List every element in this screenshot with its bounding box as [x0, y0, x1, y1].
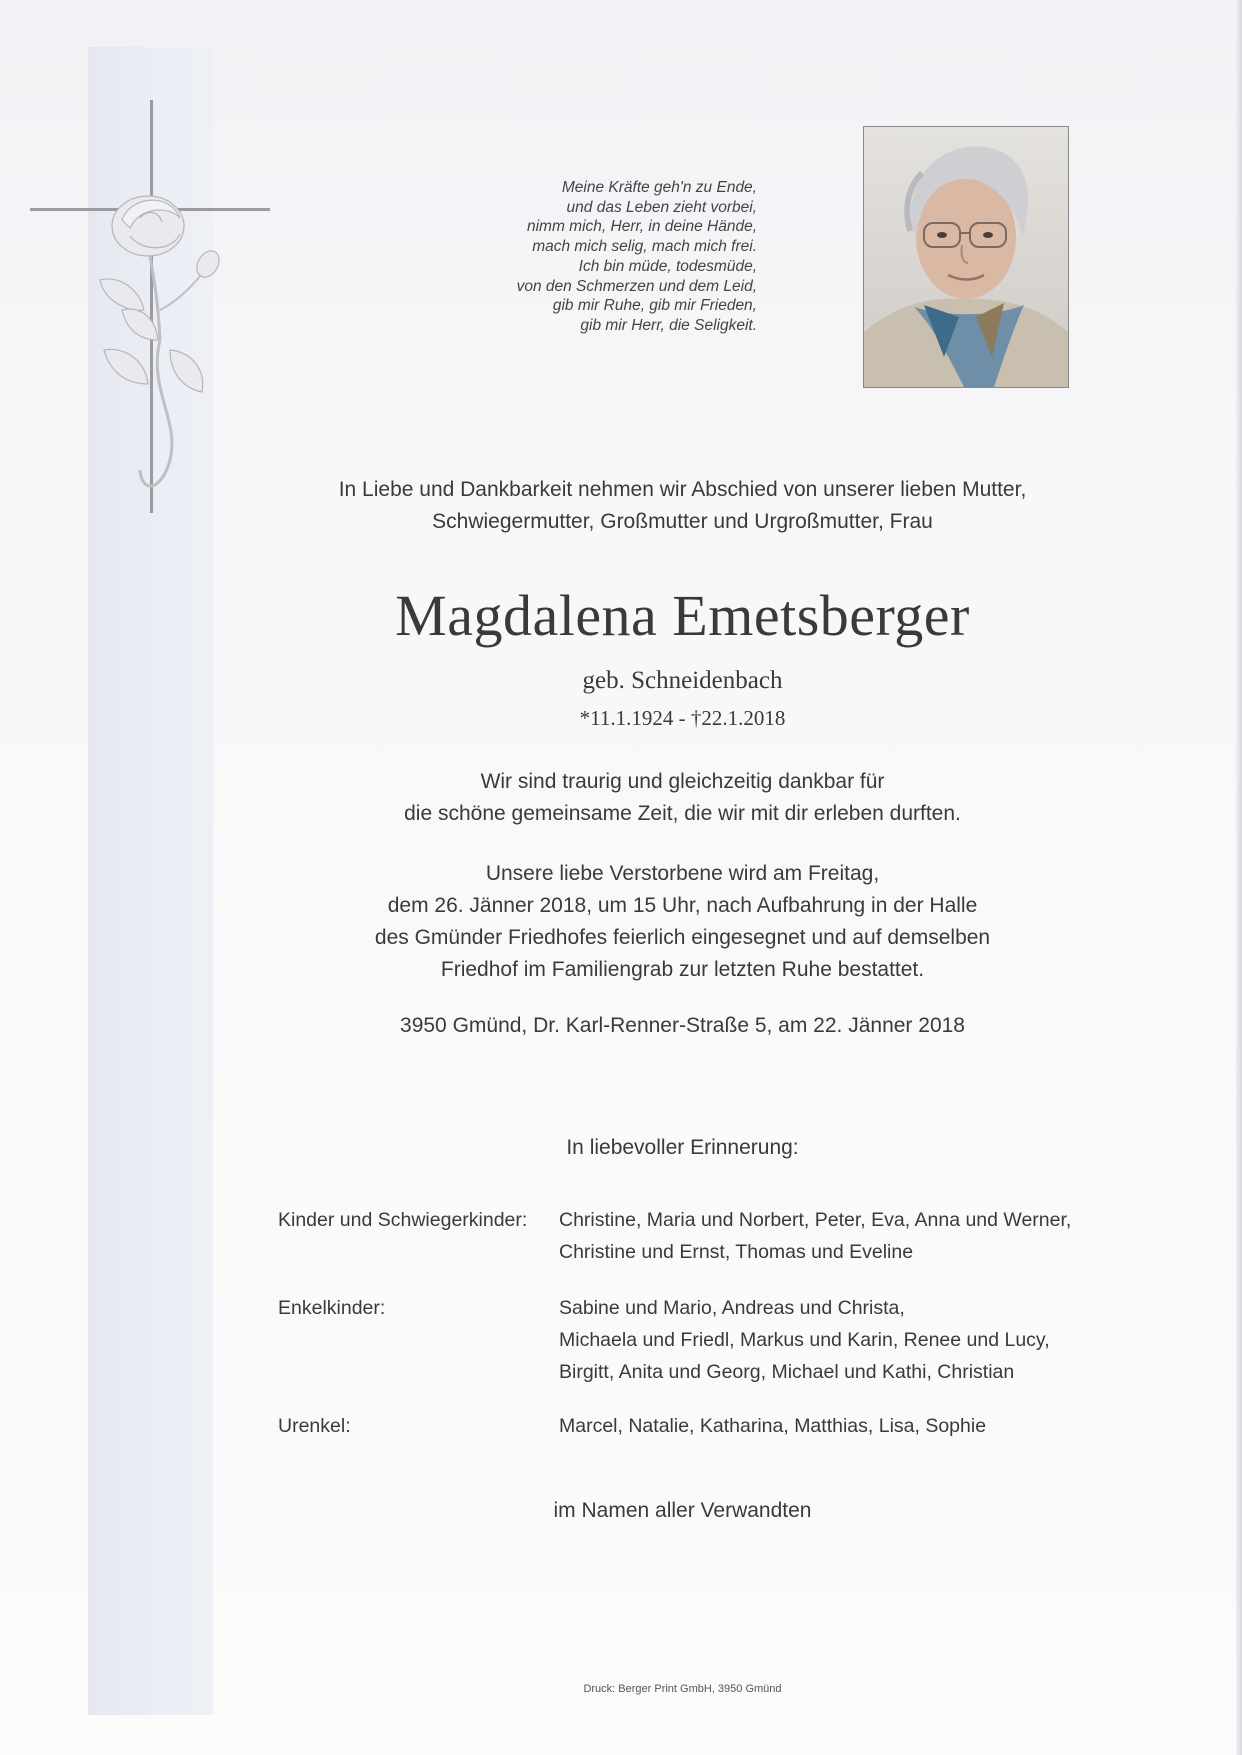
family-names [559, 1204, 1071, 1268]
poem-line: und das Leben zieht vorbei, [566, 198, 757, 216]
funeral-text [230, 858, 1135, 986]
poem-line: von den Schmerzen und dem Leid, [516, 277, 757, 295]
life-dates: *11.1.1924 - †22.1.2018 [579, 706, 786, 730]
funeral-line: des Gmünder Friedhofes feierlich eingesegnet und auf demselben [374, 926, 991, 949]
thanks-line: Wir sind traurig und gleichzeitig dankbar für [480, 770, 885, 793]
family-names-line: Christine, Maria und Norbert, Peter, Eva, Anna und Werner, [559, 1209, 1072, 1231]
funeral-line: Unsere liebe Verstorbene wird am Freitag, [485, 862, 880, 885]
poem-line: gib mir Ruhe, gib mir Frieden, [552, 297, 757, 315]
family-names-line: Michaela und Friedl, Markus und Karin, Renee und Lucy, [559, 1329, 1050, 1351]
place-and-date: 3950 Gmünd, Dr. Karl-Renner-Straße 5, am 22. Jänner 2018 [400, 1014, 965, 1037]
funeral-line: Friedhof im Familiengrab zur letzten Ruhe bestattet. [440, 958, 925, 981]
intro-text [230, 474, 1135, 538]
printer-credit: Druck: Berger Print GmbH, 3950 Gmünd [583, 1683, 782, 1695]
thanks-text [230, 766, 1135, 830]
poem-line: nimm mich, Herr, in deine Hände, [526, 218, 757, 236]
maiden-name: geb. Schneidenbach [582, 667, 783, 694]
poem [420, 178, 757, 336]
family-names [559, 1410, 986, 1442]
portrait-photo [863, 126, 1069, 388]
family-label: Enkelkinder: [278, 1297, 386, 1319]
intro-line: Schwiegermutter, Großmutter und Urgroßmutter, Frau [432, 510, 933, 533]
family-names [559, 1292, 1050, 1388]
closing-text: im Namen aller Verwandten [553, 1499, 812, 1522]
family-label: Kinder und Schwiegerkinder: [278, 1209, 528, 1231]
poem-line: mach mich selig, mach mich frei. [532, 238, 757, 256]
cross-icon [30, 100, 270, 513]
poem-line: gib mir Herr, die Seligkeit. [580, 316, 757, 334]
family-names-line: Birgitt, Anita und Georg, Michael und Kathi, Christian [559, 1361, 1015, 1383]
scan-edge [1236, 0, 1242, 1755]
cross-rose-icon [30, 100, 280, 520]
rose-icon [100, 196, 224, 486]
deceased-name: Magdalena Emetsberger [395, 583, 970, 648]
family-label: Urenkel: [278, 1415, 351, 1437]
thanks-line: die schöne gemeinsame Zeit, die wir mit dir erleben durften. [404, 802, 961, 825]
family-names-line: Marcel, Natalie, Katharina, Matthias, Lisa, Sophie [559, 1415, 987, 1437]
poem-line: Meine Kräfte geh'n zu Ende, [561, 179, 757, 196]
poem-line: Ich bin müde, todesmüde, [578, 257, 757, 275]
funeral-line: dem 26. Jänner 2018, um 15 Uhr, nach Aufbahrung in der Halle [387, 894, 978, 917]
family-names-line: Sabine und Mario, Andreas und Christa, [559, 1297, 905, 1319]
memory-heading: In liebevoller Erinnerung: [566, 1136, 799, 1159]
intro-line: In Liebe und Dankbarkeit nehmen wir Abschied von unserer lieben Mutter, [338, 478, 1027, 501]
family-names-line: Christine und Ernst, Thomas und Eveline [559, 1241, 914, 1263]
